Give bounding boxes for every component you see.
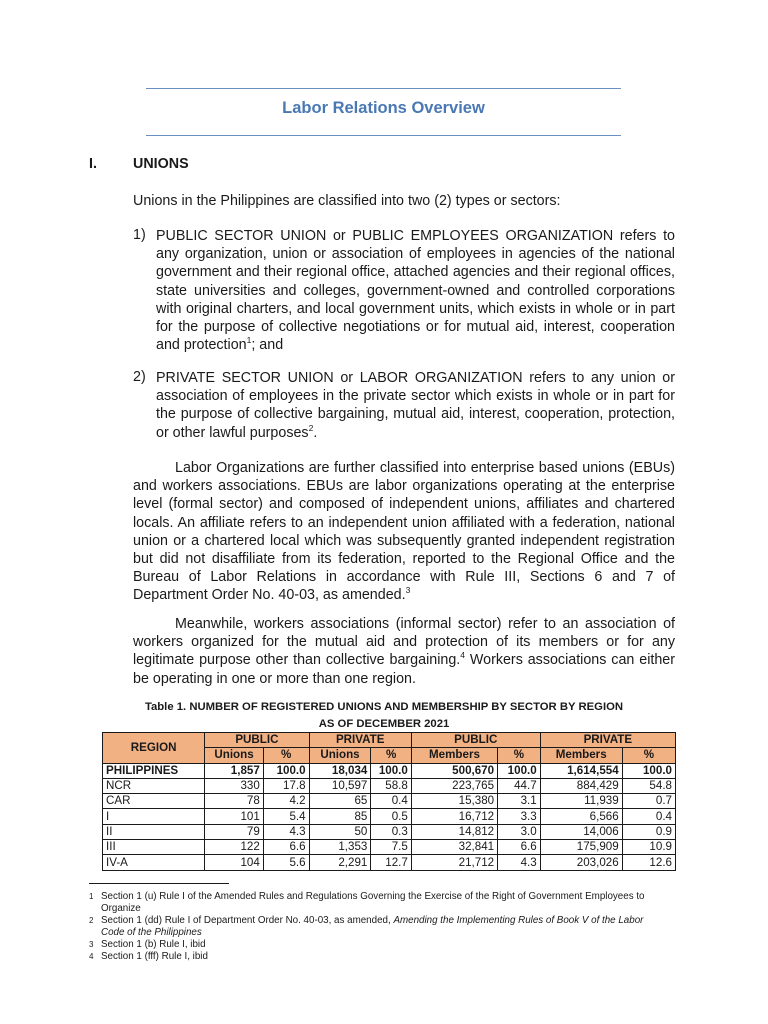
table-title: NUMBER OF REGISTERED UNIONS AND MEMBERSHIP BY SECTOR BY REGION <box>189 701 624 713</box>
cell: 5.6 <box>263 855 309 870</box>
cell: 17.8 <box>263 778 309 793</box>
cell: 203,026 <box>540 855 622 870</box>
table-header-row-groups <box>103 733 676 748</box>
cell: 1,614,554 <box>540 763 622 778</box>
subheader: Unions <box>205 748 264 763</box>
header-group: PRIVATE <box>309 733 411 748</box>
cell: 100.0 <box>263 763 309 778</box>
subheader: Members <box>540 748 622 763</box>
cell: 3.0 <box>498 824 541 839</box>
list-item-1-number: 1) <box>133 227 146 243</box>
cell: 104 <box>205 855 264 870</box>
footnote-text: Section 1 (fff) Rule I, ibid <box>101 951 208 962</box>
cell: 1,353 <box>309 840 371 855</box>
header-group: PUBLIC <box>411 733 540 748</box>
title-rule-top <box>146 88 621 89</box>
footnote-ref-2: 2 <box>308 422 314 433</box>
paragraph-workers-associations: Meanwhile, workers associations (informal sector) refer to an association of workers organized for the mutual aid and protection of its members or for any legitimate purpose other than collective bargaining.$^4$ Workers associations can either be operating in one or more than one region. <box>133 616 676 687</box>
unions-table <box>102 732 676 871</box>
table-row <box>103 840 676 855</box>
table-row <box>103 809 676 824</box>
cell: 0.3 <box>371 824 411 839</box>
section-number: I. <box>89 156 97 172</box>
cell: 0.4 <box>371 794 411 809</box>
cell: 14,812 <box>411 824 497 839</box>
cell: 0.4 <box>622 809 675 824</box>
cell: 330 <box>205 778 264 793</box>
header-group: PUBLIC <box>205 733 309 748</box>
subheader: % <box>498 748 541 763</box>
cell: 0.5 <box>371 809 411 824</box>
cell: 85 <box>309 809 371 824</box>
footnote-title-italic-cont: Code of the Philippines <box>101 927 202 938</box>
table-label: Table 1. <box>144 701 187 713</box>
paragraph-labor-organizations: Labor Organizations are further classified into enterprise based unions (EBUs) and workers associations. EBUs are labor organizations operating at the enterprise level (formal sector) and composed of independent unions, affiliates and chartered locals. An affiliate refers to an independent union affiliated with a federation, national union or a chartered local which was subsequently granted independent registration but did not disaffiliate from its federation, reported to the Regional Office and the Bureau of Labor Relations in accordance with Rule III, Sections 6 and 7 of Department Order No. 40-03, as amended.$^3$ <box>133 460 675 604</box>
cell: 21,712 <box>411 855 497 870</box>
cell: 54.8 <box>622 778 675 793</box>
cell: 5.4 <box>263 809 309 824</box>
cell: 122 <box>205 840 264 855</box>
cell-region: PHILIPPINES <box>103 763 205 778</box>
cell: 2,291 <box>309 855 371 870</box>
cell: 223,765 <box>411 778 497 793</box>
cell-region: I <box>103 809 205 824</box>
cell: 0.9 <box>622 824 675 839</box>
header-region: REGION <box>103 733 205 764</box>
cell: 175,909 <box>540 840 622 855</box>
header-group: PRIVATE <box>540 733 675 748</box>
footnote-ref-1: 1 <box>246 335 252 346</box>
cell: 4.3 <box>498 855 541 870</box>
subheader: Members <box>411 748 497 763</box>
cell: 65 <box>309 794 371 809</box>
table-row <box>103 794 676 809</box>
table-row <box>103 855 676 870</box>
cell: 50 <box>309 824 371 839</box>
subheader: % <box>263 748 309 763</box>
cell: 78 <box>205 794 264 809</box>
footnote-text: Section 1 (u) Rule I of the Amended Rules and Regulations Governing the Exercise of the Right of Government Employees to <box>101 891 645 902</box>
cell: 14,006 <box>540 824 622 839</box>
footnote-ref-4: 4 <box>460 650 465 661</box>
cell-region: IV-A <box>103 855 205 870</box>
list-item-2-number: 2) <box>133 369 146 385</box>
page-title: Labor Relations Overview <box>282 99 485 117</box>
table-row <box>103 778 676 793</box>
cell: 100.0 <box>371 763 411 778</box>
subheader: % <box>622 748 675 763</box>
footnote-2 <box>89 915 679 939</box>
cell: 12.7 <box>371 855 411 870</box>
cell: 100.0 <box>622 763 675 778</box>
table-caption <box>104 699 664 733</box>
table-row <box>103 824 676 839</box>
cell: 58.8 <box>371 778 411 793</box>
cell: 3.1 <box>498 794 541 809</box>
cell: 44.7 <box>498 778 541 793</box>
cell: 3.3 <box>498 809 541 824</box>
footnote-text: Section 1 (b) Rule I, ibid <box>101 939 206 950</box>
cell: 79 <box>205 824 264 839</box>
subheader: Unions <box>309 748 371 763</box>
cell: 6,566 <box>540 809 622 824</box>
cell: 10,597 <box>309 778 371 793</box>
footnote-mark: 4 <box>89 952 94 961</box>
list-item-2-text: PRIVATE SECTOR UNION or LABOR ORGANIZATION refers to any union or association of employees in the private sector which exists in whole or in part for the purpose of collective bargaining, mutual aid, interest, cooperation, protection, or other lawful purposes$^2$. <box>156 370 675 441</box>
cell: 101 <box>205 809 264 824</box>
cell: 18,034 <box>309 763 371 778</box>
cell: 7.5 <box>371 840 411 855</box>
cell: 12.6 <box>622 855 675 870</box>
footnote-ref-3: 3 <box>405 585 411 596</box>
cell: 1,857 <box>205 763 264 778</box>
table-row-total <box>103 763 676 778</box>
table-subtitle: AS OF DECEMBER 2021 <box>318 718 450 730</box>
title-rule-bottom <box>146 135 621 136</box>
subheader: % <box>371 748 411 763</box>
footnote-text: Section 1 (dd) Rule I of Department Order No. 40-03, as amended, <box>101 915 394 926</box>
footnote-separator <box>89 883 229 884</box>
cell-region: III <box>103 840 205 855</box>
cell: 16,712 <box>411 809 497 824</box>
footnote-4 <box>89 951 679 963</box>
cell: 500,670 <box>411 763 497 778</box>
footnote-mark: 2 <box>89 916 94 925</box>
footnote-mark: 1 <box>89 892 94 901</box>
section-title: UNIONS <box>133 156 189 172</box>
cell: 6.6 <box>263 840 309 855</box>
cell: 11,939 <box>540 794 622 809</box>
list-item-1-text: PUBLIC SECTOR UNION or PUBLIC EMPLOYEES ORGANIZATION refers to any organization, union or association of employees in agencies of the national government and their regional office, attached agencies and their regional offices, state universities and colleges, government-owned and controlled corporations with original charters, and local government units, which exists in whole or in part for the purpose of collective negotiations or for mutual aid, interest, cooperation and protection$^1$; and <box>156 228 675 354</box>
cell: 100.0 <box>498 763 541 778</box>
cell-region: NCR <box>103 778 205 793</box>
cell: 0.7 <box>622 794 675 809</box>
cell: 32,841 <box>411 840 497 855</box>
footnote-title-italic: Amending the Implementing Rules of Book V of the Labor <box>393 915 644 926</box>
cell: 4.2 <box>263 794 309 809</box>
cell-region: CAR <box>103 794 205 809</box>
cell: 15,380 <box>411 794 497 809</box>
footnote-text-cont: Organize <box>101 903 141 914</box>
cell-region: II <box>103 824 205 839</box>
footnote-3 <box>89 939 679 951</box>
footnote-mark: 3 <box>89 940 94 949</box>
cell: 4.3 <box>263 824 309 839</box>
intro-text: Unions in the Philippines are classified into two (2) types or sectors: <box>133 193 561 209</box>
cell: 6.6 <box>498 840 541 855</box>
footnote-1 <box>89 891 679 915</box>
cell: 884,429 <box>540 778 622 793</box>
cell: 10.9 <box>622 840 675 855</box>
